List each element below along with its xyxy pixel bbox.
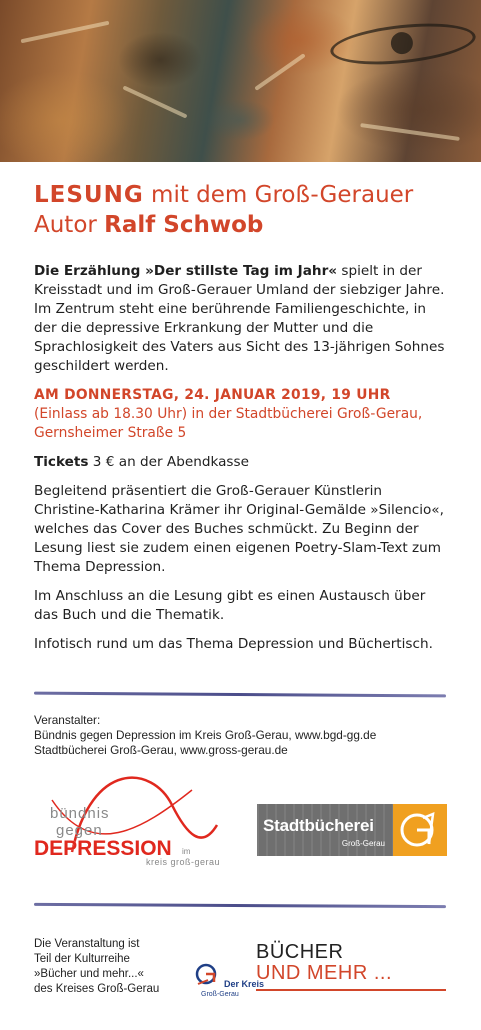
bgd-word-buendnis: bündnis: [50, 805, 110, 822]
tickets-price: 3 € an der Abendkasse: [88, 454, 249, 470]
headline-line-2: [34, 210, 464, 240]
kreis-name: Der Kreis: [224, 979, 265, 989]
book-title: Die Erzählung »Der stillste Tag im Jahr«: [34, 263, 338, 279]
kreis-sub: Groß-Gerau: [201, 991, 239, 998]
bgd-word-gegen: gegen: [56, 822, 103, 839]
paint-stroke: [21, 21, 110, 44]
footer-note: [34, 937, 194, 997]
bum-line-2: UND MEHR ...: [256, 962, 392, 984]
bgd-word-kreis: kreis groß-gerau: [146, 857, 221, 867]
gg-emblem-svg: [393, 804, 447, 856]
stadtbuecherei-title: Stadtbücherei: [263, 816, 374, 835]
author-name: Ralf Schwob: [104, 212, 264, 238]
headline-line-1-rest: mit dem Groß-Gerauer: [143, 182, 414, 208]
headline-line-1: [34, 180, 464, 210]
buecher-und-mehr-logo: [256, 942, 446, 984]
headline: [34, 180, 464, 240]
hero-painting: [0, 0, 481, 162]
headline-line-2-prefix: Autor: [34, 212, 105, 238]
artist-paragraph: Begleitend präsentiert die Groß-Gerauer Künstlerin Christine-Katharina Krämer ihr Original-Gemälde »Silencio«, welches das Cover des Buches schmückt. Zu Beginn der Lesung liest sie zudem einen eigenen Poetry-Slam-Text zum Thema Depression.: [34, 483, 444, 575]
exchange-paragraph: Im Anschluss an die Lesung gibt es einen Austausch über das Buch und die Thematik.: [34, 588, 426, 623]
bgd-logo: [32, 770, 237, 870]
bum-line-1: BÜCHER: [256, 941, 344, 963]
event-date-main: AM DONNERSTAG, 24. JANUAR 2019, 19 UHR: [34, 387, 391, 403]
intro-text: spielt in der Kreisstadt und im Groß-Gerauer Umland der siebziger Jahre. Im Zentrum steht eine berührende Familiengeschichte, in der die depressive Erkrankung der Mutter und die Sprachlosigkeit des Vaters aus Sicht des 13-jährigen Sohnes geschildert werden.: [34, 263, 445, 374]
stadtbuecherei-subtitle: Groß-Gerau: [341, 839, 385, 848]
footer-line-3: »Bücher und mehr...«: [34, 968, 144, 980]
painted-eye: [328, 17, 477, 70]
intro-paragraph: [34, 262, 449, 376]
footer-line-1: Die Veranstaltung ist: [34, 938, 140, 950]
event-venue: (Einlass ab 18.30 Uhr) in der Stadtbücherei Groß-Gerau, Gernsheimer Straße 5: [34, 406, 423, 441]
event-description: [34, 262, 449, 664]
gg-emblem-icon: [393, 804, 447, 856]
headline-lesung: LESUNG: [34, 182, 144, 208]
paint-stroke: [122, 85, 187, 118]
stadtbuecherei-logo-grey: [257, 804, 393, 856]
stadtbuecherei-logo: [257, 804, 447, 856]
organizer-info: [34, 713, 454, 758]
paint-stroke: [254, 53, 305, 91]
infotable-paragraph: Infotisch rund um das Thema Depression und Büchertisch.: [34, 636, 433, 652]
organizer-stadtbuecherei: Stadtbücherei Groß-Gerau, www.gross-gerau.de: [34, 743, 288, 757]
bgd-word-depression: DEPRESSION: [34, 837, 172, 860]
footer-line-4: des Kreises Groß-Gerau: [34, 983, 160, 995]
tickets-label: Tickets: [34, 454, 89, 470]
bum-underline: [256, 989, 446, 991]
event-date: [34, 386, 449, 443]
tickets-info: [34, 453, 449, 472]
footer-line-2: Teil der Kulturreihe: [34, 953, 130, 965]
bgd-word-im: im: [182, 847, 191, 856]
organizer-bgd: Bündnis gegen Depression im Kreis Groß-Gerau, www.bgd-gg.de: [34, 728, 377, 742]
divider-line-bottom: [34, 903, 446, 908]
paint-stroke: [360, 123, 460, 141]
divider-line: [34, 692, 446, 698]
organizer-label: Veranstalter:: [34, 713, 101, 727]
